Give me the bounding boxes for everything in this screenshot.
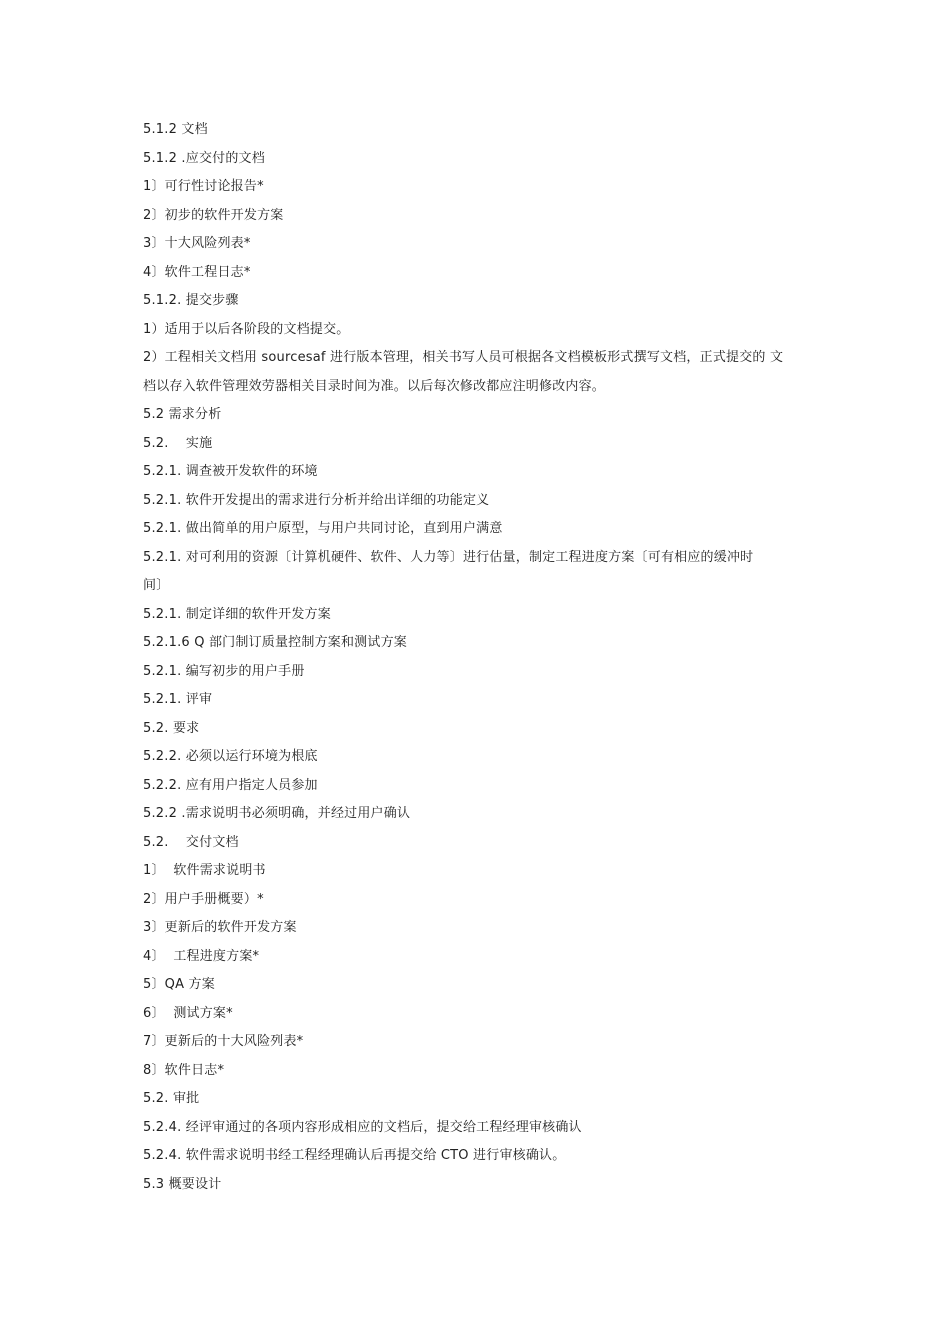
list-item: 6〕 测试方案* bbox=[143, 1005, 233, 1021]
list-item: 5.2.1. 调查被开发软件的环境 bbox=[143, 464, 318, 479]
list-item: 3〕更新后的软件开发方案 bbox=[143, 920, 297, 935]
section-heading: 5.3 概要设计 bbox=[143, 1176, 222, 1192]
list-item: 8〕软件日志* bbox=[143, 1062, 225, 1078]
list-item: 2）工程相关文档用 sourcesaf 进行版本管理，相关书写人员可根据各文档模板形式撰写文档，正式提交的 文 bbox=[143, 350, 784, 365]
list-item: 5.2.1. 编写初步的用户手册 bbox=[143, 663, 305, 679]
list-item: 5.2.1. 软件开发提出的需求进行分析并给出详细的功能定义 bbox=[143, 492, 490, 508]
list-item: 5.2.1. 对可利用的资源〔计算机硬件、软件、人力等〕进行估量，制定工程进度方案〔可有相应的缓冲时 bbox=[143, 549, 754, 565]
list-item: 7〕更新后的十大风险列表* bbox=[143, 1034, 304, 1049]
list-item: 2〕初步的软件开发方案 bbox=[143, 207, 284, 223]
list-item: 5.2.4. 经评审通过的各项内容形成相应的文档后，提交给工程经理审核确认 bbox=[143, 1119, 582, 1135]
section-heading: 5.2 需求分析 bbox=[143, 407, 222, 422]
subsection-heading: 5.2. 实施 bbox=[143, 435, 213, 451]
list-item: 1）适用于以后各阶段的文档提交。 bbox=[143, 321, 350, 337]
subsection-heading: 5.2. 要求 bbox=[143, 720, 200, 736]
list-item: 5.2.4. 软件需求说明书经工程经理确认后再提交给 CTO 进行审核确认。 bbox=[143, 1148, 566, 1163]
list-item-continuation: 间〕 bbox=[143, 578, 170, 593]
list-item: 5.2.1. 评审 bbox=[143, 692, 213, 707]
list-item: 2〕用户手册概要）* bbox=[143, 891, 264, 907]
list-item: 5.2.1. 做出简单的用户原型，与用户共同讨论，直到用户满意 bbox=[143, 521, 503, 536]
document-body bbox=[143, 116, 808, 1199]
list-item: 4〕 工程进度方案* bbox=[143, 948, 260, 964]
subsection-heading: 5.2. 交付文档 bbox=[143, 834, 239, 850]
list-item: 1〕 软件需求说明书 bbox=[143, 863, 266, 878]
subsection-heading: 5.2. 审批 bbox=[143, 1091, 200, 1106]
list-item: 3〕十大风险列表* bbox=[143, 236, 251, 251]
list-item: 5.2.2. 应有用户指定人员参加 bbox=[143, 777, 318, 793]
list-item-continuation: 档以存入软件管理效劳器相关目录时间为准。以后每次修改都应注明修改内容。 bbox=[143, 378, 606, 394]
list-item: 5.2.1.6 Q 部门制订质量控制方案和测试方案 bbox=[143, 635, 407, 650]
list-item: 5.2.2 .需求说明书必须明确，并经过用户确认 bbox=[143, 806, 411, 821]
list-item: 5.2.2. 必须以运行环境为根底 bbox=[143, 749, 318, 764]
section-heading: 5.1.2 文档 bbox=[143, 122, 208, 137]
subsection-heading: 5.1.2 .应交付的文档 bbox=[143, 150, 265, 166]
list-item: 5.2.1. 制定详细的软件开发方案 bbox=[143, 606, 331, 622]
list-item: 1〕可行性讨论报告* bbox=[143, 179, 264, 194]
subsection-heading: 5.1.2. 提交步骤 bbox=[143, 293, 239, 308]
list-item: 4〕软件工程日志* bbox=[143, 264, 251, 280]
list-item: 5〕QA 方案 bbox=[143, 977, 215, 992]
